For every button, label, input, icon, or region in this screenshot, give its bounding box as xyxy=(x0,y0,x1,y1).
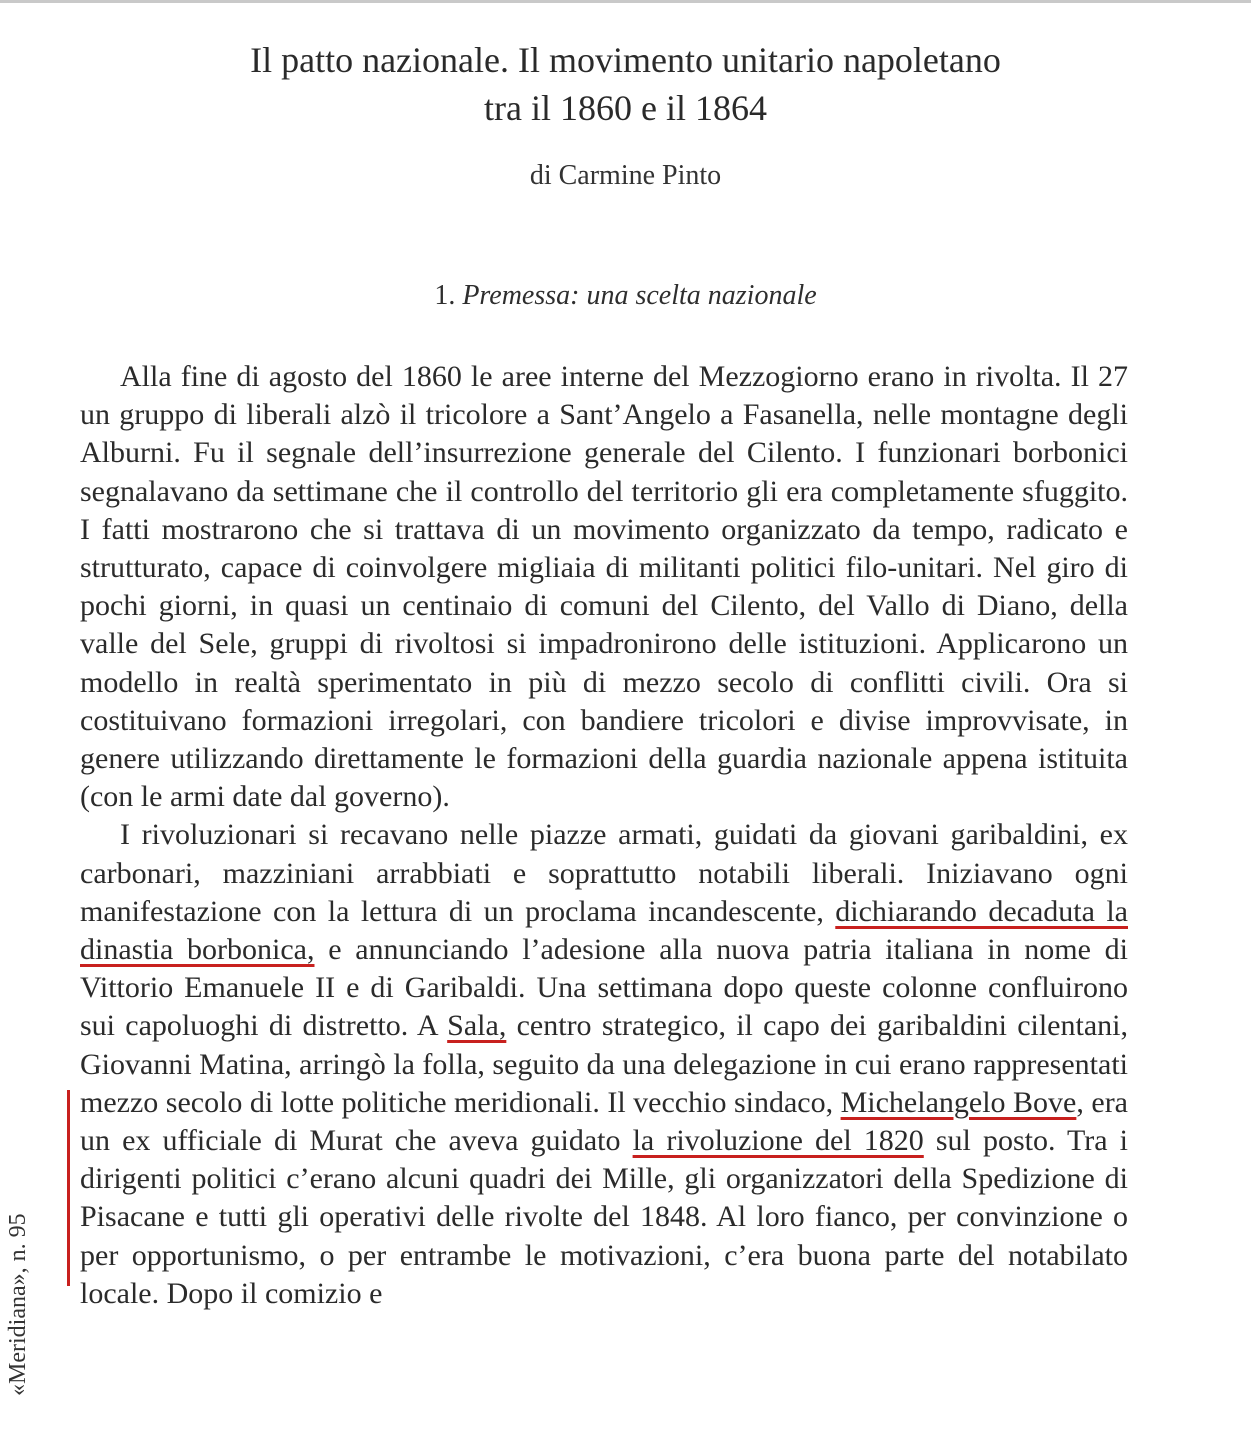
article-body xyxy=(80,358,1128,1313)
article-title-line-2: tra il 1860 e il 1864 xyxy=(484,88,767,128)
author-byline: di Carmine Pinto xyxy=(529,160,722,191)
journal-reference: «Meridiana», n. 95 xyxy=(5,1213,31,1396)
paragraph-2-text: , era un ex ufficiale di Murat che aveva guidato xyxy=(80,1085,1128,1158)
article-title-line-1: Il patto nazionale. Il movimento unitario napoletano xyxy=(250,40,1001,80)
underlined-phrase: la rivoluzione del 1820 xyxy=(632,1124,924,1158)
paragraph-2-text: e annunciando l’adesione alla nuova patria italiana in nome di Vittorio Emanuele II e di Garibaldi. Una settimana dopo queste colonne confluirono sui capoluoghi di distretto. A xyxy=(80,933,1128,1043)
section-number: 1. xyxy=(434,280,456,311)
paragraph-1: Alla fine di agosto del 1860 le aree interne del Mezzogiorno erano in rivolta. Il 27 un gruppo di liberali alzò il tricolore a Sant’Angelo a Fasanella, nelle montagne degli Alburni. Fu il segnale dell’insurrezione generale del Cilento. I funzionari borbonici segnalavano da settimane che il controllo del territorio gli era completamente sfuggito. I fatti mostrarono che si trattava di un movimento organizzato da tempo, radicato e strutturato, capace di coinvolgere migliaia di militanti politici filo-unitari. Nel giro di pochi giorni, in quasi un centinaio di comuni del Cilento, del Vallo di Diano, della valle del Sele, gruppi di rivoltosi si impadronirono delle istituzioni. Applicarono un modello in realtà sperimentato in più di mezzo secolo di conflitti civili. Ora si costituivano formazioni irregolari, con bandiere tricolori e divise improvvisate, in genere utilizzando direttamente le formazioni della guardia nazionale appena istituita (con le armi date dal governo). xyxy=(80,360,1128,814)
paragraph-2-text: centro strategico, il capo dei garibaldini cilentani, Giovanni Matina, arringò la folla, seguito da una delegazione in cui erano rappresentati mezzo secolo di lotte politiche meridionali. Il vecchio sindaco, xyxy=(80,1009,1128,1119)
underlined-phrase: dichiarando decaduta la dinastia borbonica, xyxy=(80,894,1128,967)
top-border xyxy=(0,0,1251,3)
margin-annotation-line xyxy=(67,1090,70,1286)
paragraph-2 xyxy=(80,816,1128,1313)
underlined-phrase: Michelangelo Bove xyxy=(840,1085,1077,1119)
paragraph-2-text: sul posto. Tra i dirigenti politici c’erano alcuni quadri dei Mille, gli organizzatori della Spedizione di Pisacane e tutti gli operativi delle rivolte del 1848. Al loro fianco, per convinzione o per opportunismo, o per entrambe le motivazioni, c’era buona parte del notabilato locale. Dopo il comizio e xyxy=(80,1124,1129,1310)
underlined-phrase: Sala, xyxy=(447,1009,507,1043)
section-title: Premessa: una scelta nazionale xyxy=(462,280,817,311)
paragraph-2-text: I rivoluzionari si recavano nelle piazze armati, guidati da giovani garibaldini, ex carbonari, mazziniani arrabbiati e soprattutto notabili liberali. Iniziavano ogni manifestazione con la lettura di un proclama incandescente, xyxy=(80,818,1128,928)
section-heading xyxy=(0,280,1251,312)
